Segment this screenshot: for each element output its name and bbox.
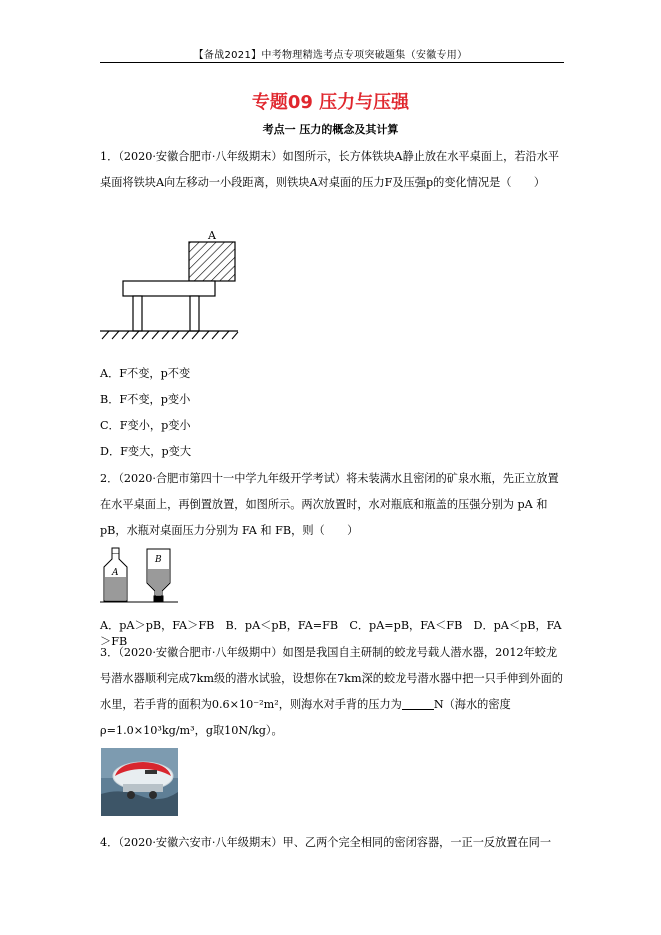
block-label: A [208, 229, 216, 242]
q2-options: A．pA＞pB，FA＞FB B．pA＜pB，FA=FB C．pA=pB，FA＜FB D．pA＜pB，FA＞FB [100, 619, 562, 648]
bottle-b-label: B [155, 555, 162, 565]
table-leg-right [190, 296, 199, 331]
question-1-text: 1．（2020·安徽合肥市·八年级期末）如图所示，长方体铁块A静止放在水平桌面上，若沿水平桌面将铁块A向左移动一小段距离，则铁块A对桌面的压力F及压强p的变化情况是（ ） [100, 150, 560, 189]
page-header: 【备战2021】中考物理精选考点专项突破题集（安徽专用） [193, 50, 468, 61]
submersible-photo [101, 748, 178, 816]
question-4-text: 4．（2020·安徽六安市·八年级期末）甲、乙两个完全相同的密闭容器，一正一反放置在同一 [100, 836, 552, 849]
bottles-figure [100, 547, 180, 603]
q1-option-b: B．F不变，p变小 [100, 393, 191, 406]
q3-text-after: N（海水的密度ρ=1.0×10³kg/m³，g取10N/kg）。 [100, 698, 511, 737]
table-block-figure [100, 222, 240, 340]
answer-blank [402, 697, 434, 710]
q1-option-c: C．F变小，p变小 [100, 419, 191, 432]
q1-option-a: A．F不变，p不变 [100, 367, 191, 380]
table-leg-left [133, 296, 142, 331]
ground-hatch [102, 331, 238, 339]
q1-option-d: D．F变大，p变大 [100, 445, 192, 458]
page-title: 专题09 压力与压强 [251, 92, 410, 113]
q3-text-before: 3．（2020·安徽合肥市·八年级期中）如图是我国自主研制的蛟龙号载人潜水器，2012年蛟龙号潜水器顺利完成7km级的潜水试验，设想你在7km深的蛟龙号潜水器中把一只手伸到外面的水里，若手背的面积为0.6×10⁻²m²，则海水对手背的压力为 [100, 646, 563, 711]
question-2-text: 2．（2020·合肥市第四十一中学九年级开学考试）将未装满水且密闭的矿泉水瓶，先正立放置在水平桌面上，再倒置放置，如图所示。两次放置时，水对瓶底和瓶盖的压强分别为 pA 和 pB，水瓶对桌面压力分别为 FA 和 FB，则（ ） [100, 472, 559, 537]
section-heading: 考点一 压力的概念及其计算 [262, 123, 399, 136]
table-top [123, 281, 215, 296]
header-rule [100, 62, 564, 63]
iron-block-a [189, 242, 235, 281]
question-3-text [100, 640, 566, 744]
bottle-a-label: A [112, 568, 119, 578]
